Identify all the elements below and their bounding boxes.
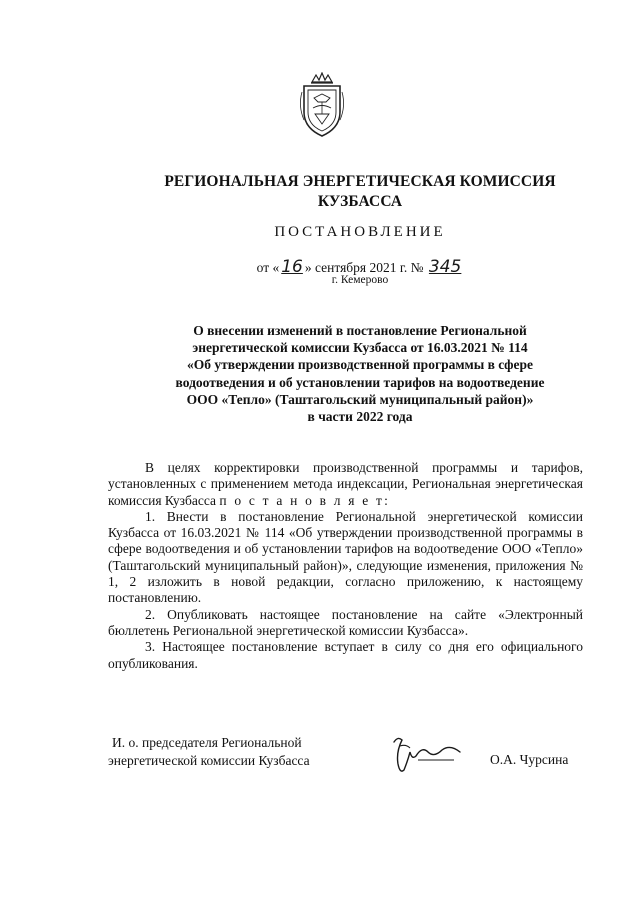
subject-line: в части 2022 года (307, 409, 413, 425)
subject-line: ООО «Тепло» (Таштагольский муниципальный район)» (186, 391, 534, 407)
organization-title-line1: РЕГИОНАЛЬНАЯ ЭНЕРГЕТИЧЕСКАЯ КОМИССИЯ (164, 173, 556, 190)
organization-title (120, 172, 600, 212)
subject-line: «Об утверждении производственной программы в сфере (187, 357, 533, 373)
document-subject (135, 322, 585, 425)
city-label: г. Кемерово (331, 274, 389, 286)
date-day-handwritten: 16 (281, 257, 303, 277)
subject-line: О внесении изменений в постановление Региональной (193, 323, 527, 338)
date-prefix: от « (256, 260, 280, 275)
subject-line: водоотведения и об установлении тарифов на водоотведение (175, 374, 545, 390)
organization-title-line2: КУЗБАССА (317, 193, 403, 210)
item-3: 3. Настоящее постановление вступает в силу со дня его официального опубликования. (108, 639, 583, 671)
handwritten-signature-icon (388, 730, 468, 778)
signer-position (108, 734, 348, 770)
intro-paragraph (108, 460, 583, 509)
document-type: ПОСТАНОВЛЕНИЕ (274, 224, 446, 240)
document-body (108, 460, 583, 672)
coat-of-arms-icon (296, 72, 348, 140)
item-1: 1. Внести в постановление Региональной энергетической комиссии Кузбасса от 16.03.2021 № 114 «Об утверждении производственной программы в сфере водоотведения и об установлении тарифов на водоотведение ООО «Тепло» (Таштагольский муниципальный район)», следующие изменения, приложения № 1, 2 изложить в новой редакции, согласно приложению, к настоящему постановлению. (108, 508, 583, 606)
date-middle: » сентября 2021 г. № (304, 260, 424, 275)
signer-name: О.А. Чурсина (490, 752, 569, 767)
signer-position-line2: энергетической комиссии Кузбасса (108, 753, 310, 768)
signer-position-line1: И. о. председателя Региональной (112, 735, 302, 750)
intro-text: В целях корректировки производственной программы и тарифов, установленных с применением метода индексации, Региональная энергетическая комиссия Кузбасса (108, 460, 583, 508)
subject-line: энергетической комиссии Кузбасса от 16.03.2021 № 114 (192, 340, 528, 356)
intro-resolves: п о с т а н о в л я е т: (219, 492, 391, 508)
item-2: 2. Опубликовать настоящее постановление на сайте «Электронный бюллетень Региональной энергетической комиссии Кузбасса». (108, 606, 583, 638)
document-number-handwritten: 345 (428, 257, 462, 277)
